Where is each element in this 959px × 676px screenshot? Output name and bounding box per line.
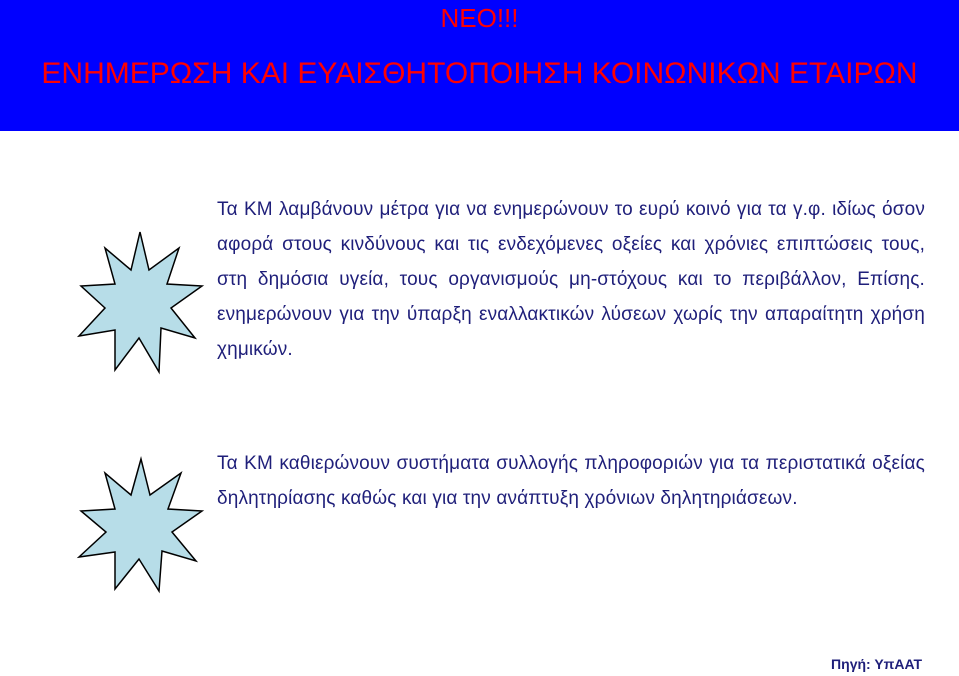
source-label: Πηγή: ΥπΑΑΤ: [831, 656, 922, 672]
header-banner: [0, 0, 959, 131]
starburst-icon: [75, 455, 205, 595]
page-title: ΕΝΗΜΕΡΩΣΗ ΚΑΙ ΕΥΑΙΣΘΗΤΟΠΟΙΗΣΗ ΚΟΙΝΩΝΙΚΩΝ ΕΤΑΙΡΩΝ: [41, 57, 918, 90]
paragraph-awareness: Τα ΚΜ λαμβάνουν μέτρα για να ενημερώνουν το ευρύ κοινό για τα γ.φ. ιδίως όσον αφορά στους κινδύνους και τις ενδεχόμενες οξείες και χρόνιες επιπτώσεις τους, στη δημόσια υγεία, τους οργανισμούς μη-στόχους και το περιβάλλον, Επίσης. ενημερώνουν για την ύπαρξη εναλλακτικών λύσεων χωρίς την απαραίτητη χρήση χημικών.: [217, 199, 925, 360]
paragraph-poisoning-records: Τα ΚΜ καθιερώνουν συστήματα συλλογής πληροφοριών για τα περιστατικά οξείας δηλητηρίασης καθώς και για την ανάπτυξη χρόνιων δηλητηριάσεων.: [217, 453, 925, 509]
new-badge: ΝΕΟ!!!: [440, 3, 519, 33]
starburst-icon: [75, 228, 205, 376]
